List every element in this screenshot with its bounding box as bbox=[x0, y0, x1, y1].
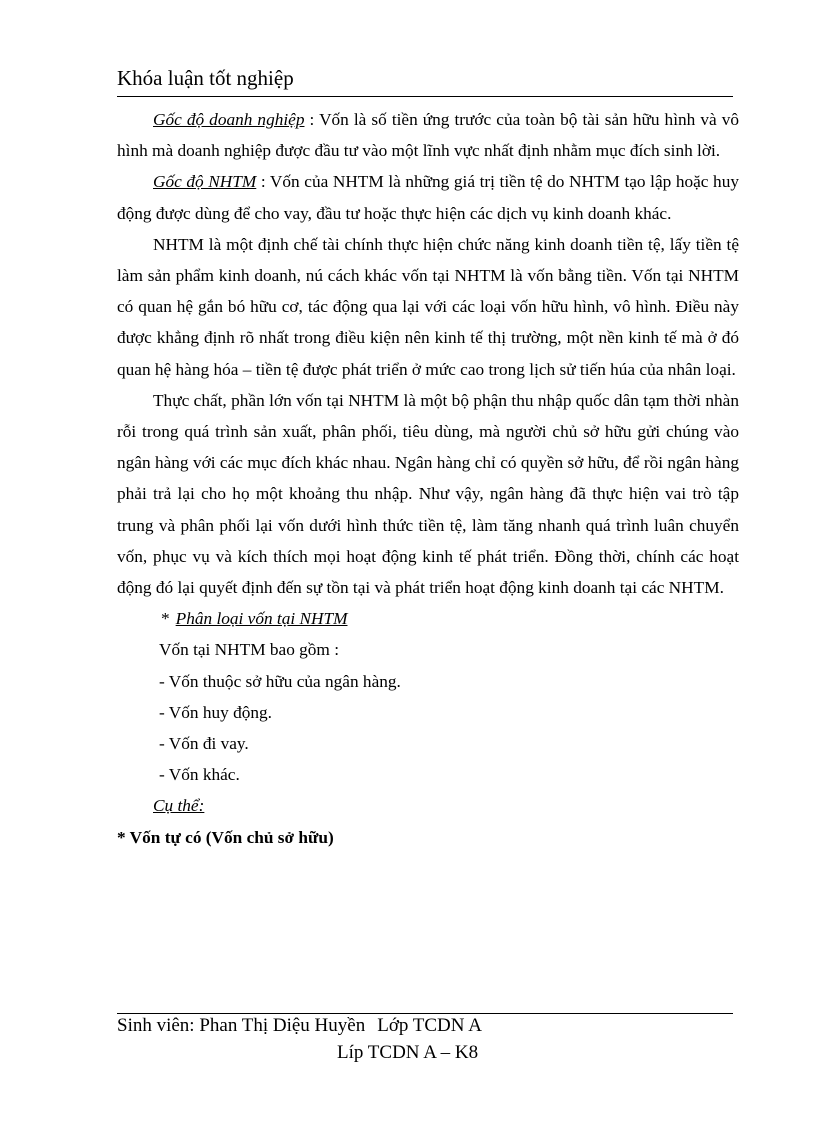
page-header-title: Khóa luận tốt nghiệp bbox=[117, 66, 294, 90]
footer-class-line: Líp TCDN A – K8 bbox=[337, 1042, 479, 1063]
bullet-star: * bbox=[161, 609, 170, 629]
paragraph-capital-essence: Thực chất, phần lớn vốn tại NHTM là một bộ phận thu nhập quốc dân tạm thời nhàn rỗi trong quá trình sản xuất, phân phối, tiêu dùng, mà người chủ sở hữu gửi chúng vào ngân hàng với các mục đích khác nhau. Ngân hàng chỉ có quyền sở hữu, để rồi ngân hàng phải trả lại cho họ một khoảng thu nhập. Như vậy, ngân hàng đã thực hiện vai trò tập trung và phân phối lại vốn dưới hình thức tiền tệ, làm tăng nhanh quá trình luân chuyển vốn, phục vụ và kích thích mọi hoạt động kinh tế phát triển. Đồng thời, chính các hoạt động đó lại quyết định đến sự tồn tại và phát triển hoạt động kinh doanh tại các NHTM. bbox=[117, 390, 739, 598]
classification-intro: Vốn tại NHTM bao gồm : bbox=[159, 640, 339, 660]
bank-view-text: : Vốn của NHTM là những giá trị tiền tệ do NHTM tạo lập hoặc huy động được dùng để cho vay, đầu tư hoặc thực hiện các dịch vụ kinh doanh khác. bbox=[117, 172, 739, 223]
detail-label bbox=[117, 790, 739, 821]
list-item: - Vốn thuộc sở hữu của ngân hàng. bbox=[159, 671, 401, 691]
enterprise-view-text: : Vốn là số tiền ứng trước của toàn bộ tài sản hữu hình và vô hình mà doanh nghiệp được đầu tư vào một lĩnh vực nhất định nhằm mục đích sinh lời. bbox=[117, 110, 739, 161]
document-body bbox=[117, 104, 739, 853]
footer-student: Sinh viên: Phan Thị Diệu Huyền bbox=[117, 1015, 366, 1036]
list-item: - Vốn đi vay. bbox=[159, 734, 249, 754]
bank-view-label: Gốc độ NHTM bbox=[153, 172, 257, 192]
footer-class: Lớp TCDN A bbox=[377, 1015, 482, 1036]
list-item: - Vốn khác. bbox=[159, 765, 240, 785]
paragraph-enterprise-view bbox=[117, 104, 739, 166]
footer-student-line bbox=[117, 1013, 482, 1039]
classification-heading-text: Phân loại vốn tại NHTM bbox=[175, 609, 348, 629]
paragraph-bank-view bbox=[117, 166, 739, 228]
section-heading: * Vốn tự có (Vốn chủ sở hữu) bbox=[117, 827, 334, 847]
classification-heading bbox=[117, 603, 739, 634]
detail-label-text: Cụ thể: bbox=[153, 796, 205, 816]
list-item: - Vốn huy động. bbox=[159, 702, 272, 722]
enterprise-view-label: Gốc độ doanh nghiệp bbox=[153, 110, 305, 129]
header-divider bbox=[117, 96, 733, 97]
paragraph-bank-definition: NHTM là một định chế tài chính thực hiện chức năng kinh doanh tiền tệ, lấy tiền tệ làm sản phẩm kinh doanh, nú cách khác vốn tại NHTM là vốn bằng tiền. Vốn tại NHTM có quan hệ gắn bó hữu cơ, tác động qua lại với các loại vốn hữu hình, vô hình. Điều này được khẳng định rõ nhất trong điều kiện nên kinh tế thị trường, một nền kinh tế mà ở đó quan hệ hàng hóa – tiền tệ được phát triển ở mức cao trong lịch sử tiến húa của nhân loại. bbox=[117, 234, 739, 379]
